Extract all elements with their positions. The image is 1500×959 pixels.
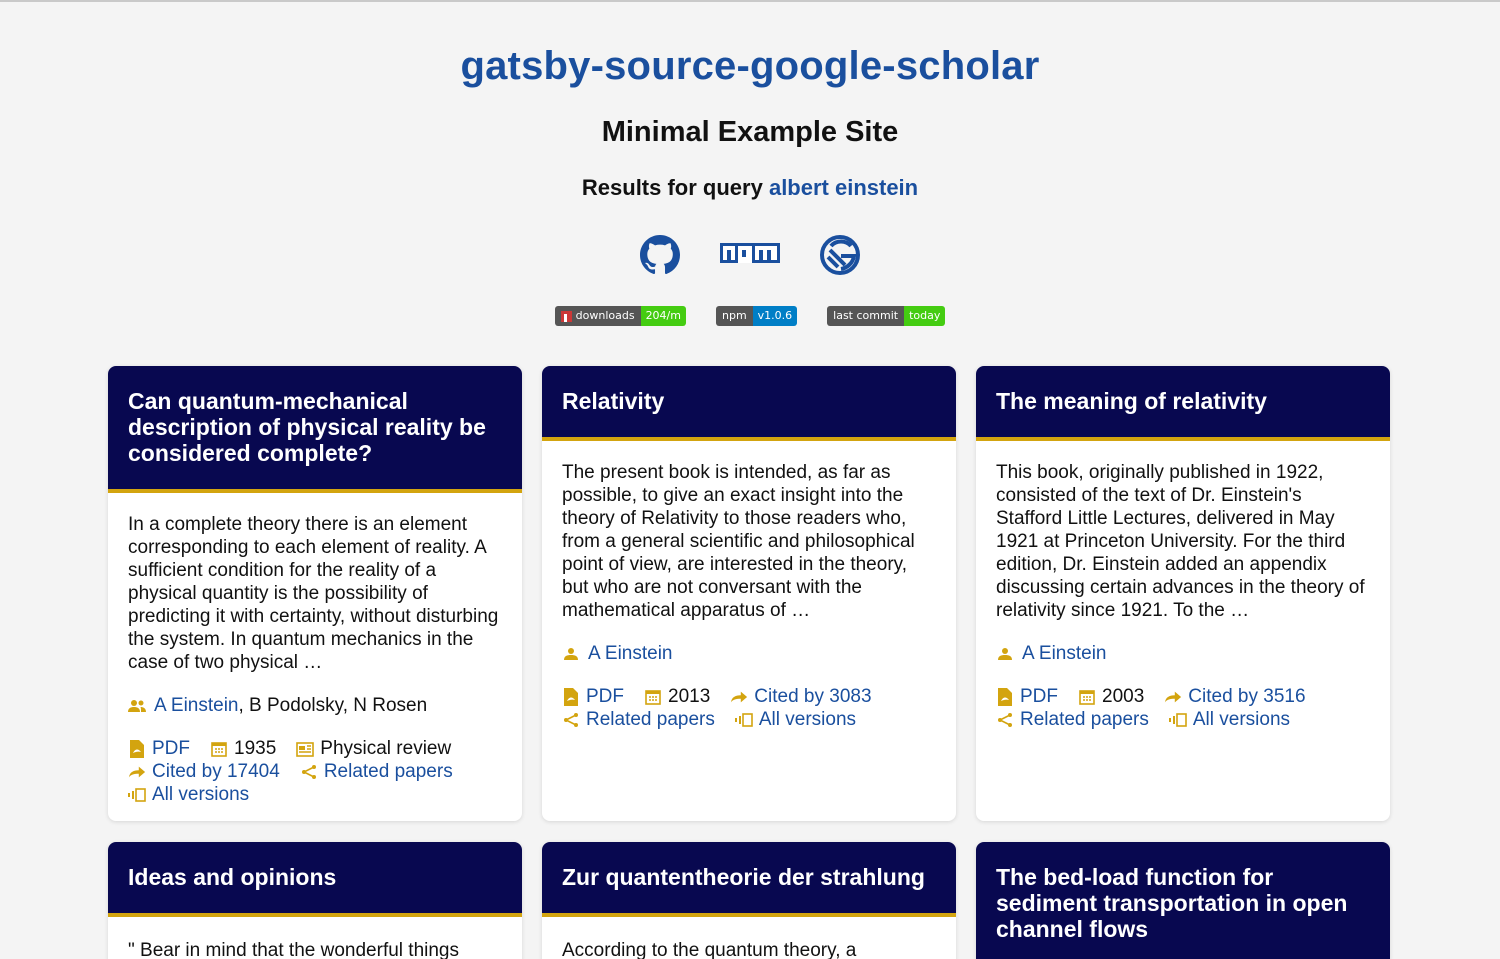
card-title: Ideas and opinions (108, 842, 522, 917)
related-papers-link[interactable]: Related papers (300, 760, 453, 783)
newspaper-icon (296, 740, 314, 758)
publication-card (108, 366, 522, 821)
authors-icon (128, 697, 146, 715)
card-abstract: This book, originally published in 1922, consisted of the text of Dr. Einstein's Stafford Little Lectures, delivered in May 1921 at Princeton University. For the third edition, Dr. Einstein added an appendix discussing certain advances in the theory of relativity since 1921. To the … (996, 462, 1365, 621)
share-icon (300, 763, 318, 781)
calendar-icon (1078, 688, 1096, 706)
year: 1935 (210, 737, 276, 760)
share-icon (562, 711, 580, 729)
year: 2003 (1078, 685, 1144, 708)
card-authors (996, 642, 1370, 665)
card-title: Relativity (542, 366, 956, 441)
card-title: The meaning of relativity (976, 366, 1390, 441)
author-icon (996, 645, 1014, 663)
npm-icon[interactable] (719, 234, 781, 276)
share-icon (996, 711, 1014, 729)
all-versions-link[interactable]: All versions (735, 708, 856, 731)
related-papers-link[interactable]: Related papers (562, 708, 715, 731)
query-term-link[interactable]: albert einstein (768, 175, 919, 200)
github-icon[interactable] (639, 234, 681, 276)
publication-card (976, 366, 1390, 821)
card-meta (562, 685, 936, 731)
venue: Physical review (296, 737, 451, 760)
all-versions-link[interactable]: All versions (128, 783, 249, 806)
year: 2013 (644, 685, 710, 708)
versions-icon (128, 786, 146, 804)
cited-by-link[interactable]: Cited by 3516 (1164, 685, 1305, 708)
share-arrow-icon (730, 688, 748, 706)
pdf-icon (128, 740, 146, 758)
author-link[interactable]: A Einstein (154, 695, 239, 716)
pdf-link[interactable]: PDF (128, 737, 190, 760)
card-title: Can quantum-mechanical description of physical reality be considered complete? (108, 366, 522, 493)
badge-row (0, 306, 1500, 326)
share-arrow-icon (128, 763, 146, 781)
npm-version-badge[interactable]: npm v1.0.6 (716, 306, 797, 326)
share-arrow-icon (1164, 688, 1182, 706)
site-subtitle: Minimal Example Site (601, 116, 899, 148)
last-commit-badge[interactable]: last commit today (827, 306, 945, 326)
card-authors (128, 694, 502, 717)
pdf-link[interactable]: PDF (996, 685, 1058, 708)
card-meta (996, 685, 1370, 731)
publication-card (976, 842, 1390, 959)
publication-card (542, 366, 956, 821)
versions-icon (735, 711, 753, 729)
query-heading (0, 175, 1500, 201)
card-title: The bed-load function for sediment transportation in open channel flows (976, 842, 1390, 959)
publication-card (542, 842, 956, 959)
author-link[interactable]: A Einstein (1022, 643, 1107, 664)
card-abstract: According to the quantum theory, a (562, 940, 857, 959)
npm-mini-icon (561, 311, 572, 322)
downloads-badge[interactable]: downloads 204/m (555, 306, 686, 326)
project-links (0, 234, 1500, 276)
author-icon (562, 645, 580, 663)
all-versions-link[interactable]: All versions (1169, 708, 1290, 731)
card-authors (562, 642, 936, 665)
card-title: Zur quantentheorie der strahlung (542, 842, 956, 917)
pdf-link[interactable]: PDF (562, 685, 624, 708)
pdf-icon (562, 688, 580, 706)
query-prefix: Results for query (581, 175, 763, 200)
gatsby-icon[interactable] (819, 234, 861, 276)
card-abstract: In a complete theory there is an element corresponding to each element of reality. A sufficient condition for the reality of a physical quantity is the possibility of predicting it with certainty, without disturbing the system. In quantum mechanics in the case of two physical … (128, 514, 499, 673)
author-link[interactable]: A Einstein (588, 643, 673, 664)
card-abstract: The present book is intended, as far as possible, to give an exact insight into the theory of Relativity to those readers who, from a general scientific and philosophical point of view, are interested in the theory, but who are not conversant with the mathematical apparatus of … (562, 462, 915, 621)
calendar-icon (210, 740, 228, 758)
card-meta (128, 737, 502, 806)
related-papers-link[interactable]: Related papers (996, 708, 1149, 731)
cited-by-link[interactable]: Cited by 17404 (128, 760, 280, 783)
other-authors: , B Podolsky, N Rosen (238, 695, 428, 716)
cited-by-link[interactable]: Cited by 3083 (730, 685, 871, 708)
versions-icon (1169, 711, 1187, 729)
site-title[interactable]: gatsby-source-google-scholar (460, 44, 1040, 88)
pdf-icon (996, 688, 1014, 706)
calendar-icon (644, 688, 662, 706)
publication-card (108, 842, 522, 959)
card-abstract: " Bear in mind that the wonderful things (128, 940, 459, 959)
